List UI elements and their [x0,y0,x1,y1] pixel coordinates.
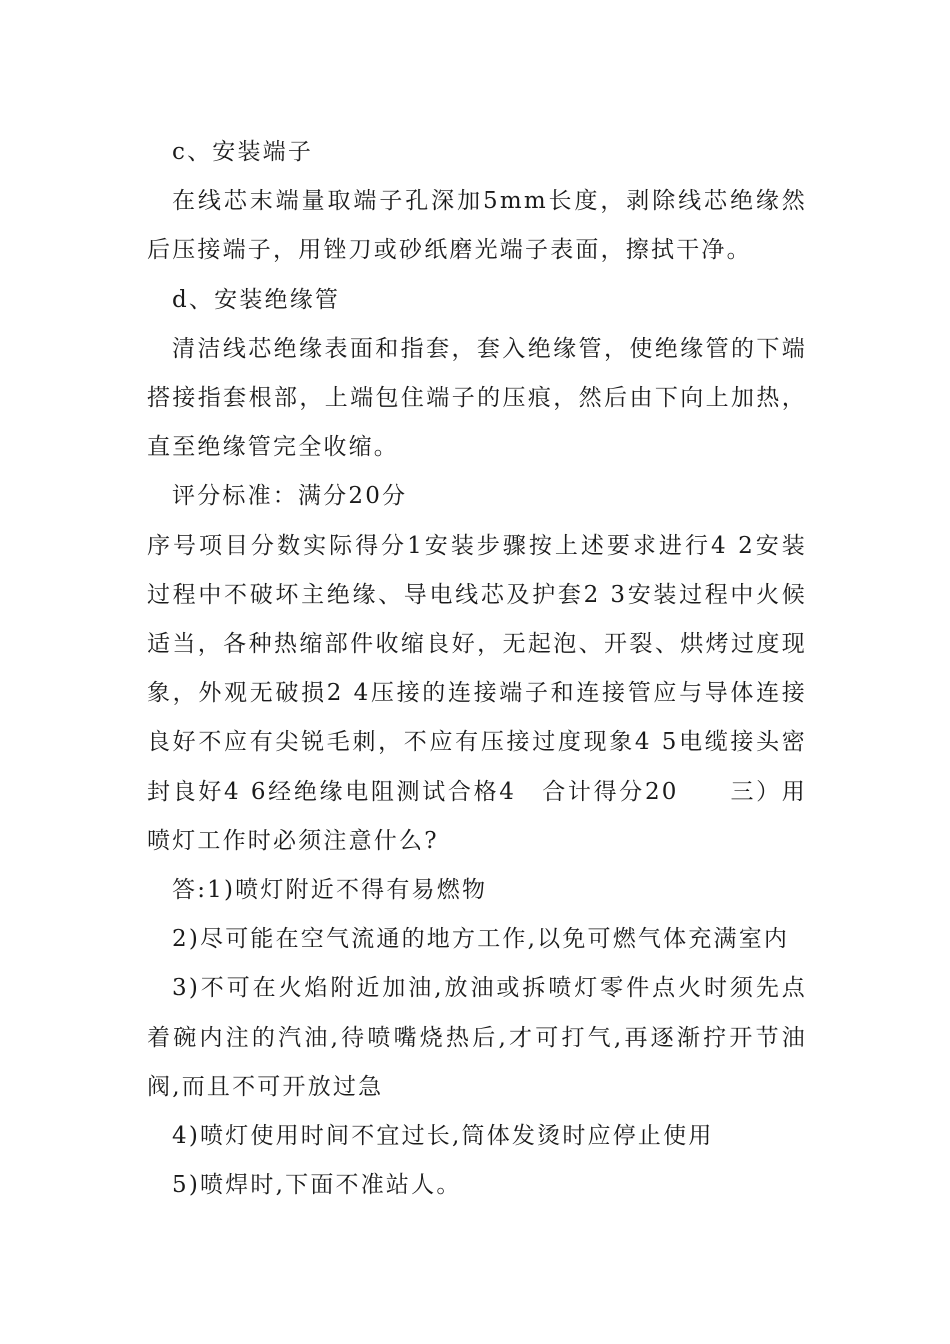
document-page [147,128,807,1210]
scoring-table-text: 序号项目分数实际得分1安装步骤按上述要求进行4 2安装过程中不破坏主绝缘、导电线芯及护套2 3安装过程中火候适当，各种热缩部件收缩良好，无起泡、开裂、烘烤过度现象，外观无破损2 4压接的连接端子和连接管应与导体连接良好不应有尖锐毛刺，不应有压接过度现象4 5电缆接头密封良好4 6经绝缘电阻测试合格4 合计得分20 三）用喷灯工作时必须注意什么? [147,532,807,854]
section-heading-install-insulation-tube: d、安装绝缘管 [172,286,341,313]
answer-item-1: 答:1)喷灯附近不得有易燃物 [172,877,488,904]
scoring-standard-heading: 评分标准：满分20分 [172,483,408,510]
answer-item-2: 2)尽可能在空气流通的地方工作,以免可燃气体充满室内 [172,926,790,953]
paragraph-install-insulation-tube: 清洁线芯绝缘表面和指套，套入绝缘管，使绝缘管的下端搭接指套根部，上端包住端子的压痕，然后由下向上加热，直至绝缘管完全收缩。 [147,335,807,461]
paragraph-install-terminal: 在线芯末端量取端子孔深加5mm长度，剥除线芯绝缘然后压接端子，用锉刀或砂纸磨光端子表面，擦拭干净。 [147,188,807,264]
section-heading-install-terminal: c、安装端子 [172,139,314,165]
answer-item-3: 3)不可在火焰附近加油,放油或拆喷灯零件点火时须先点着碗内注的汽油,待喷嘴烧热后,才可打气,再逐渐拧开节油阀,而且不可开放过急 [147,975,807,1100]
answer-item-5: 5)喷焊时,下面不准站人。 [172,1172,462,1199]
answer-item-4: 4)喷灯使用时间不宜过长,筒体发烫时应停止使用 [172,1123,714,1150]
